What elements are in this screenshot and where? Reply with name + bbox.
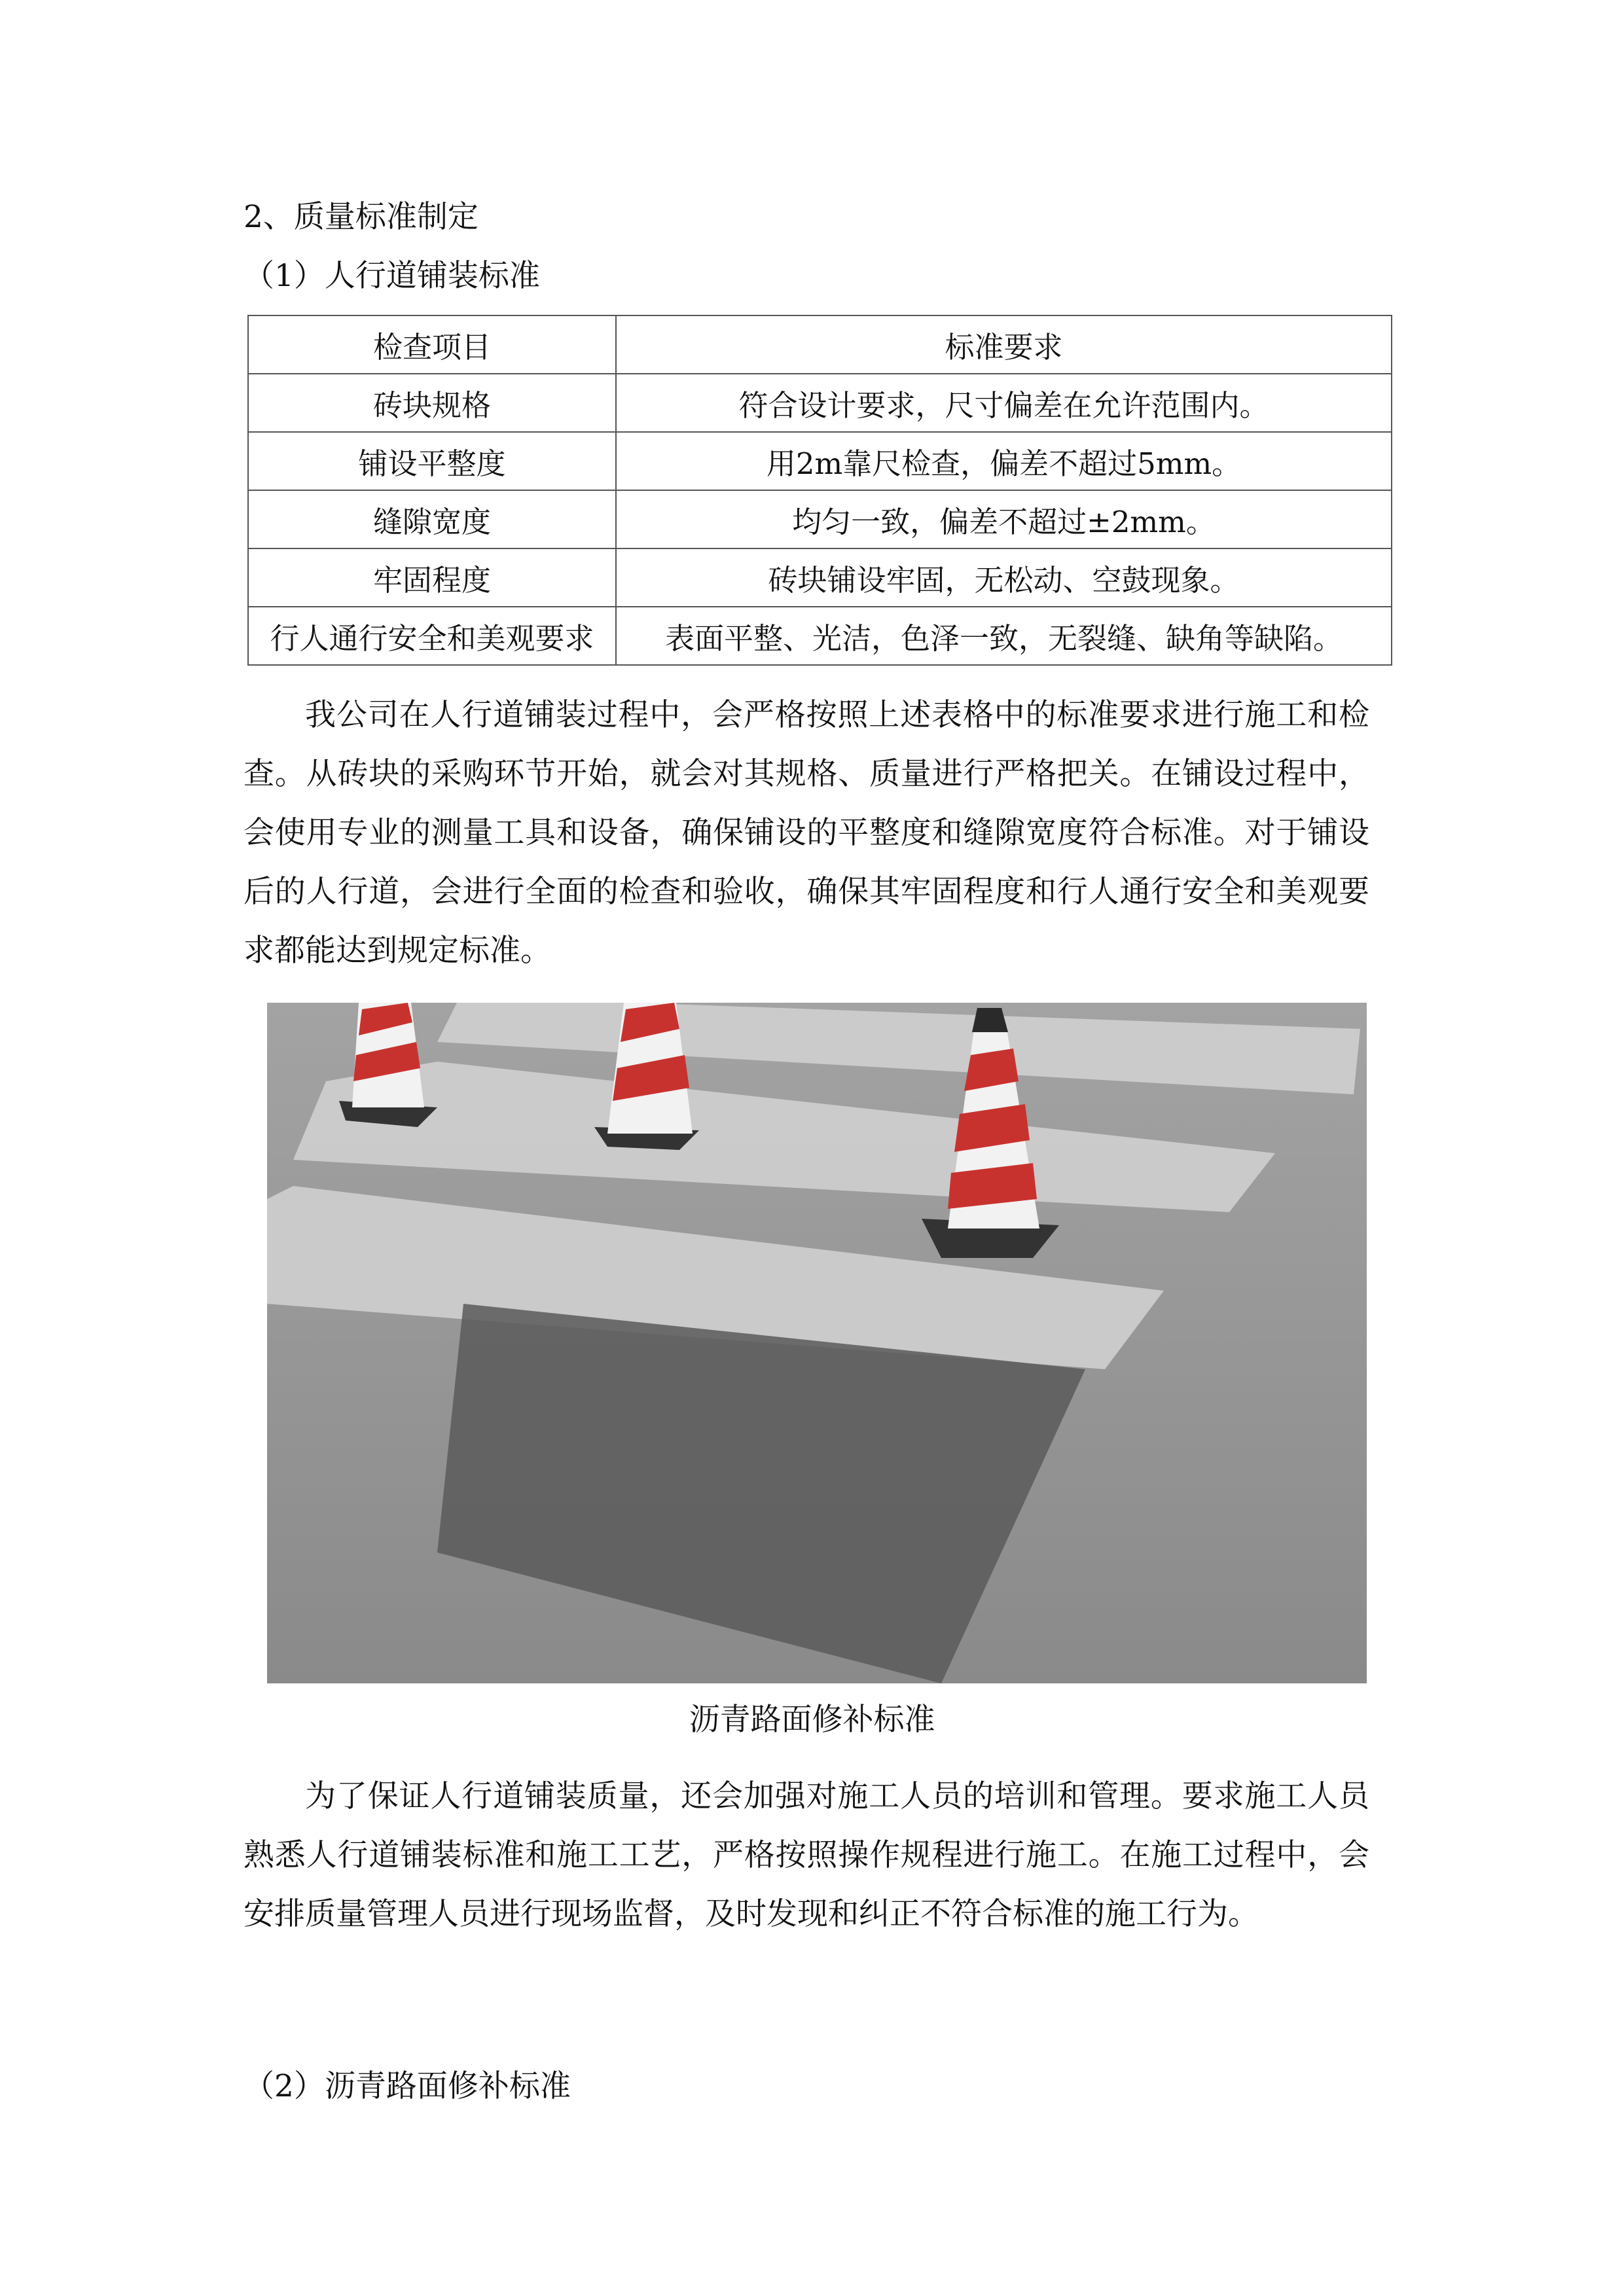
body-paragraph: 为了保证人行道铺装质量，还会加强对施工人员的培训和管理。要求施工人员熟悉人行道铺装标准和施工工艺，严格按照操作规程进行施工。在施工过程中，会安排质量管理人员进行现场监督，及时发现和纠正不符合标准的施工行为。: [244, 1778, 1369, 1932]
asphalt-repair-photo: [267, 1003, 1367, 1683]
table-row: [248, 374, 1392, 432]
photo-caption: 沥青路面修补标准: [689, 1702, 935, 1738]
table-header-cell: 检查项目: [248, 315, 616, 374]
table-cell-item: 牢固程度: [248, 548, 616, 607]
table-cell-requirement: 符合设计要求，尺寸偏差在允许范围内。: [616, 374, 1392, 432]
table-cell-item: 行人通行安全和美观要求: [248, 607, 616, 665]
table-cell-item: 缝隙宽度: [248, 490, 616, 548]
table-cell-requirement: 砖块铺设牢固，无松动、空鼓现象。: [616, 548, 1392, 607]
table-header-row: [248, 315, 1392, 374]
subsection-title-asphalt: （2）沥青路面修补标准: [244, 2068, 571, 2104]
table-row: [248, 490, 1392, 548]
table-row: [248, 432, 1392, 490]
road-cones-illustration: [267, 1003, 1367, 1683]
table-row: [248, 607, 1392, 665]
table-header-cell: 标准要求: [616, 315, 1392, 374]
table-cell-item: 铺设平整度: [248, 432, 616, 490]
table-cell-requirement: 用2m靠尺检查，偏差不超过5mm。: [616, 432, 1392, 490]
body-paragraph: 我公司在人行道铺装过程中，会严格按照上述表格中的标准要求进行施工和检查。从砖块的采购环节开始，就会对其规格、质量进行严格把关。在铺设过程中，会使用专业的测量工具和设备，确保铺设的平整度和缝隙宽度符合标准。对于铺设后的人行道，会进行全面的检查和验收，确保其牢固程度和行人通行安全和美观要求都能达到规定标准。: [244, 697, 1369, 969]
standards-table: [247, 315, 1392, 666]
table-cell-requirement: 均匀一致，偏差不超过±2mm。: [616, 490, 1392, 548]
table-row: [248, 548, 1392, 607]
section-title: 2、质量标准制定: [244, 199, 478, 235]
subsection-title-sidewalk: （1）人行道铺装标准: [244, 258, 540, 294]
table-cell-item: 砖块规格: [248, 374, 616, 432]
table-cell-requirement: 表面平整、光洁，色泽一致，无裂缝、缺角等缺陷。: [616, 607, 1392, 665]
